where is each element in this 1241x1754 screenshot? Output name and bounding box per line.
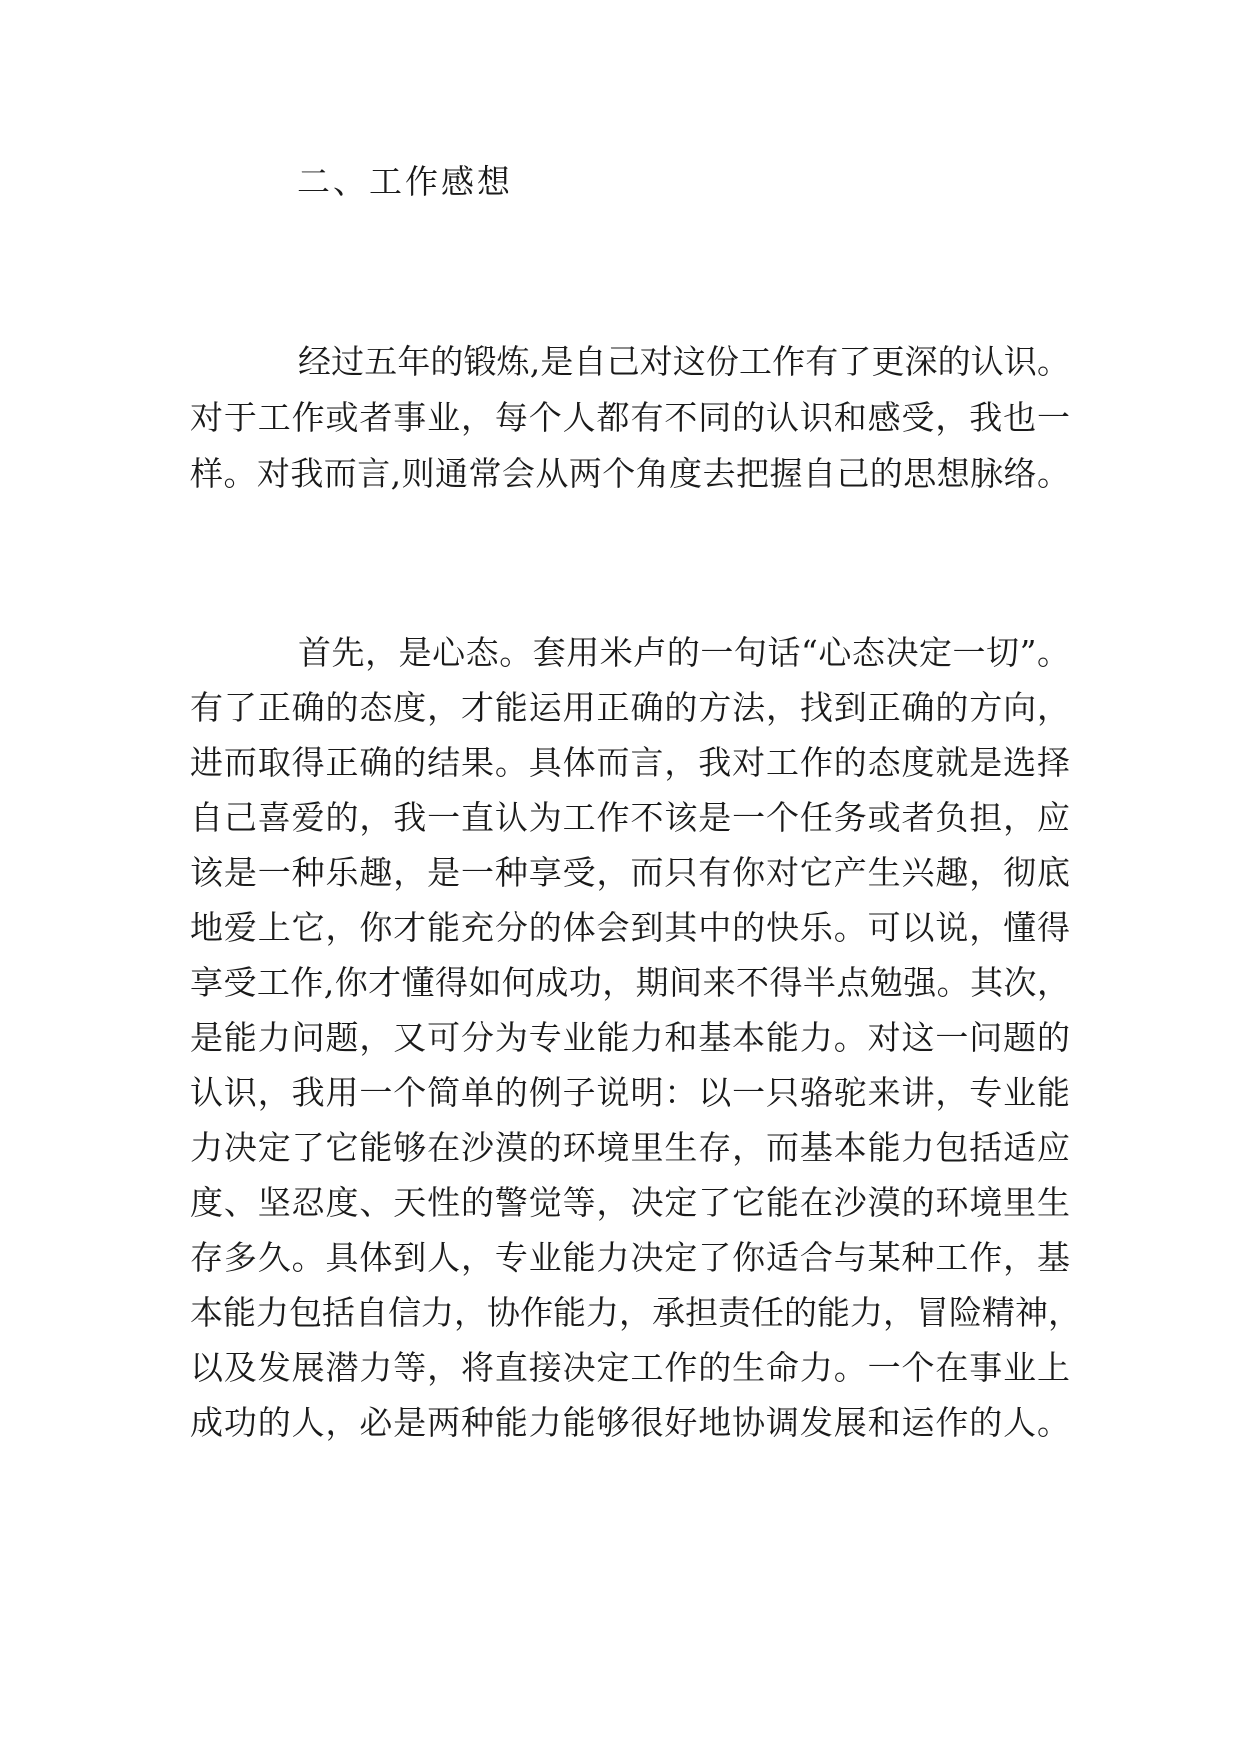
paragraph2-line: 首先，是心态。套用米卢的一句话“心态决定一切”。 [298, 633, 1070, 672]
paragraph2-line: 享受工作,你才懂得如何成功，期间来不得半点勉强。其次， [190, 963, 1070, 1002]
paragraph2-line: 有了正确的态度，才能运用正确的方法，找到正确的方向， [190, 688, 1070, 727]
paragraph2-line: 该是一种乐趣，是一种享受，而只有你对它产生兴趣，彻底 [190, 853, 1070, 892]
paragraph2-line: 存多久。具体到人，专业能力决定了你适合与某种工作，基 [190, 1238, 1070, 1277]
section-heading: 二、工作感想 [297, 162, 513, 201]
paragraph2-line: 力决定了它能够在沙漠的环境里生存，而基本能力包括适应 [190, 1128, 1070, 1167]
paragraph1-line: 对于工作或者事业，每个人都有不同的认识和感受，我也一 [190, 398, 1070, 437]
paragraph1-line: 样。对我而言,则通常会从两个角度去把握自己的思想脉络。 [190, 454, 1070, 493]
paragraph2-line: 成功的人，必是两种能力能够很好地协调发展和运作的人。 [190, 1403, 1070, 1442]
paragraph2-line: 本能力包括自信力，协作能力，承担责任的能力，冒险精神， [190, 1293, 1081, 1332]
paragraph2-line: 地爱上它，你才能充分的体会到其中的快乐。可以说，懂得 [190, 908, 1070, 947]
paragraph2-line: 以及发展潜力等，将直接决定工作的生命力。一个在事业上 [190, 1348, 1070, 1387]
paragraph2-line: 自己喜爱的，我一直认为工作不该是一个任务或者负担，应 [190, 798, 1070, 837]
paragraph2-line: 度、坚忍度、天性的警觉等，决定了它能在沙漠的环境里生 [190, 1183, 1070, 1222]
paragraph2-line: 进而取得正确的结果。具体而言，我对工作的态度就是选择 [190, 743, 1070, 782]
paragraph2-line: 是能力问题，又可分为专业能力和基本能力。对这一问题的 [190, 1018, 1070, 1057]
paragraph1-line: 经过五年的锻炼,是自己对这份工作有了更深的认识。 [298, 342, 1070, 381]
paragraph2-line: 认识，我用一个简单的例子说明：以一只骆驼来讲，专业能 [190, 1073, 1070, 1112]
